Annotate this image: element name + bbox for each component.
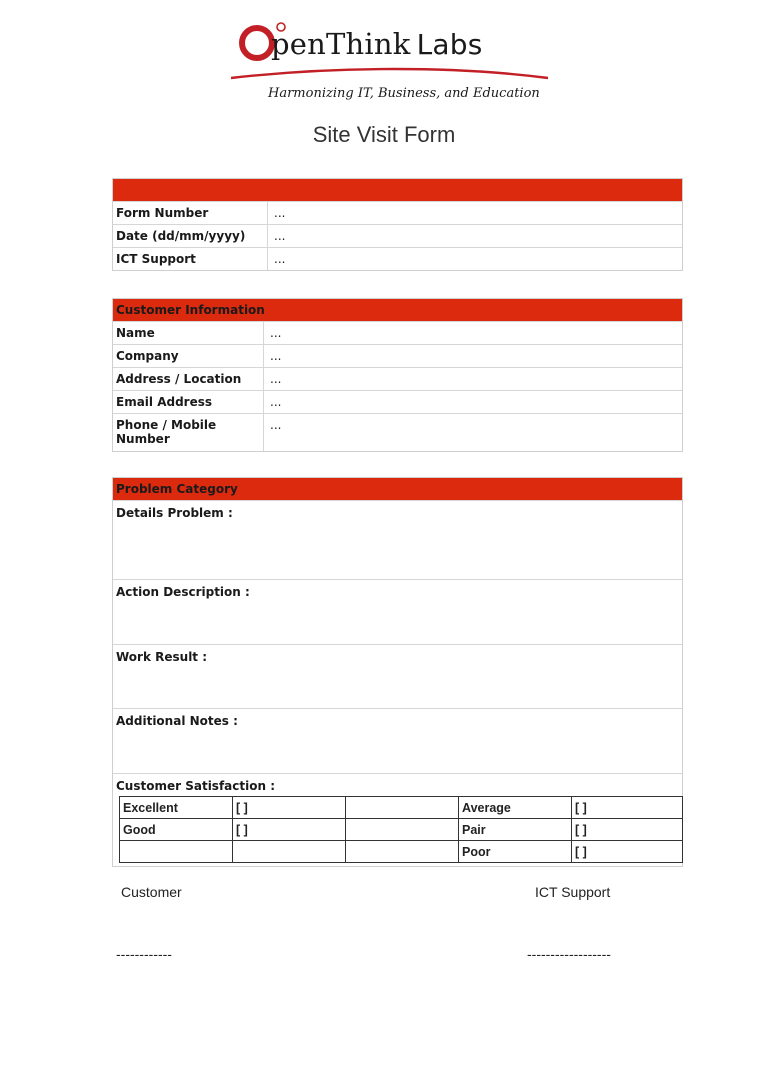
satisfaction-checkbox (233, 841, 346, 863)
customer-info-section (112, 298, 683, 452)
row-value[interactable]: ... (274, 252, 286, 266)
additional-notes-field[interactable] (113, 708, 682, 773)
satisfaction-spacer (346, 819, 459, 841)
row-label: Form Number (113, 202, 268, 224)
logo-word-main: penThink (271, 27, 411, 61)
row-label: Name (113, 322, 264, 344)
row-value[interactable]: ... (274, 206, 286, 220)
page-title: Site Visit Form (312, 122, 456, 147)
satisfaction-option: Excellent (120, 797, 233, 819)
satisfaction-checkbox[interactable]: [ ] (572, 797, 683, 819)
logo-swoosh (231, 69, 548, 78)
table-row (113, 413, 682, 451)
satisfaction-spacer (346, 797, 459, 819)
row-label: Email Address (113, 391, 264, 413)
table-row (113, 390, 682, 413)
work-result-field[interactable] (113, 644, 682, 708)
details-problem-field[interactable] (113, 500, 682, 579)
company-logo (226, 16, 556, 108)
form-info-section (112, 178, 683, 271)
satisfaction-checkbox[interactable]: [ ] (572, 819, 683, 841)
table-row (120, 819, 683, 841)
satisfaction-checkbox[interactable]: [ ] (572, 841, 683, 863)
satisfaction-checkbox[interactable]: [ ] (233, 819, 346, 841)
satisfaction-spacer (346, 841, 459, 863)
row-label: Address / Location (113, 368, 264, 390)
logo-wordmark (271, 27, 482, 61)
satisfaction-option (120, 841, 233, 863)
customer-signature-line: ------------ (116, 946, 172, 962)
satisfaction-checkbox[interactable]: [ ] (233, 797, 346, 819)
customer-signature-label: Customer (121, 884, 182, 900)
additional-notes-label: Additional Notes : (116, 714, 238, 728)
customer-satisfaction-block (113, 773, 682, 866)
problem-section (112, 477, 683, 867)
ict-signature-line: ------------------ (527, 946, 611, 962)
row-value[interactable]: ... (274, 229, 286, 243)
table-row (113, 321, 682, 344)
table-row (113, 201, 682, 224)
satisfaction-option: Good (120, 819, 233, 841)
table-row (113, 344, 682, 367)
row-label: Company (113, 345, 264, 367)
row-value[interactable]: ... (270, 418, 282, 432)
row-value[interactable]: ... (270, 349, 282, 363)
row-label: Phone / Mobile Number (113, 414, 264, 451)
table-row (120, 797, 683, 819)
table-row (113, 247, 682, 270)
problem-header: Problem Category (113, 478, 682, 500)
satisfaction-option: Average (459, 797, 572, 819)
table-row (113, 224, 682, 247)
form-info-header (113, 179, 682, 201)
row-label: ICT Support (113, 248, 268, 270)
logo-word-labs: Labs (416, 28, 483, 61)
logo-tagline: Harmonizing IT, Business, and Education (268, 86, 540, 101)
logo-ring (242, 28, 272, 58)
row-label: Date (dd/mm/yyyy) (113, 225, 268, 247)
row-value[interactable]: ... (270, 372, 282, 386)
customer-satisfaction-label: Customer Satisfaction : (116, 779, 275, 793)
details-problem-label: Details Problem : (116, 506, 233, 520)
satisfaction-option: Poor (459, 841, 572, 863)
action-description-label: Action Description : (116, 585, 250, 599)
satisfaction-option: Pair (459, 819, 572, 841)
ict-signature-label: ICT Support (535, 884, 611, 900)
table-row (113, 367, 682, 390)
satisfaction-table (119, 796, 683, 863)
table-row (120, 841, 683, 863)
row-value[interactable]: ... (270, 326, 282, 340)
row-value[interactable]: ... (270, 395, 282, 409)
action-description-field[interactable] (113, 579, 682, 644)
work-result-label: Work Result : (116, 650, 208, 664)
customer-info-header: Customer Information (113, 299, 682, 321)
